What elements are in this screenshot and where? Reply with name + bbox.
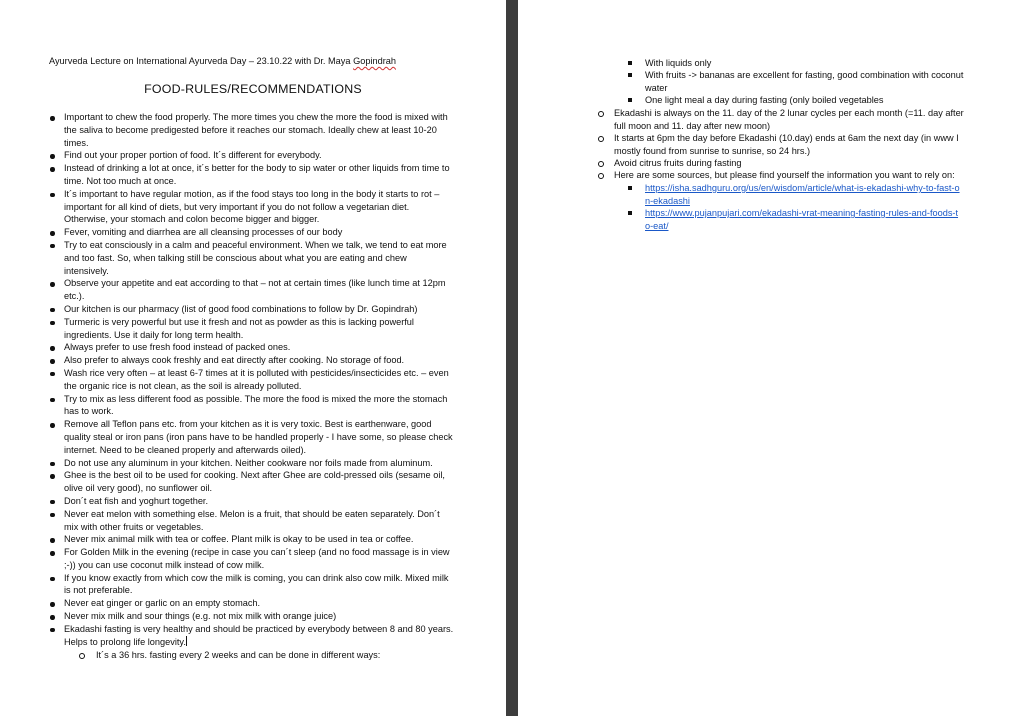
- item-text: Ekadashi fasting is very healthy and should be practiced by everybody between 8 and 80 years. Helps to prolong life longevity.: [64, 623, 454, 647]
- bullet-icon: [50, 116, 55, 121]
- item-text: Our kitchen is our pharmacy (list of good food combinations to follow by Dr. Gopindrah): [64, 303, 418, 314]
- bullet-icon: [50, 423, 55, 428]
- list-item: [49, 354, 454, 367]
- list-item: [49, 162, 454, 188]
- item-text: Instead of drinking a lot at once, it´s better for the body to sip water or other liquids from time to time. Not too much at once.: [64, 163, 450, 186]
- square-bullet-icon: [628, 211, 632, 215]
- list-item: [49, 610, 454, 623]
- list-item: [49, 393, 454, 419]
- bullet-icon: [50, 282, 55, 287]
- bullet-icon: [50, 154, 55, 159]
- list-item: [49, 508, 454, 534]
- list-item: [49, 341, 454, 354]
- page-title: FOOD-RULES/RECOMMENDATIONS: [144, 82, 362, 96]
- bullet-icon: [50, 551, 55, 556]
- bullet-icon: [50, 321, 55, 326]
- item-text: With fruits -> bananas are excellent for fasting, good combination with coconut water: [645, 70, 964, 93]
- list-item: [49, 533, 454, 546]
- item-text: Do not use any aluminum in your kitchen. Neither cookware nor foils made from aluminum.: [64, 457, 433, 468]
- bullet-icon: [50, 538, 55, 543]
- bullet-icon: [50, 602, 55, 607]
- item-text: Important to chew the food properly. The more times you chew the more the food is mixed with the saliva to become predigested before it reaches our stomach. Ideally chew at least 10-20 times.: [64, 112, 448, 148]
- hollow-bullet-icon: [598, 136, 604, 142]
- list-item: [49, 111, 454, 149]
- right-list: [518, 0, 1024, 716]
- bullet-icon: [50, 308, 55, 313]
- item-text: If you know exactly from which cow the milk is coming, you can drink also cow milk. Mixed milk is not preferable.: [64, 572, 449, 596]
- bullet-icon: [50, 244, 55, 249]
- item-text: For Golden Milk in the evening (recipe in case you can´t sleep (and no food massage is in view ;-)) you can use coconut milk instead of cow milk.: [64, 547, 450, 570]
- list-item: [49, 149, 454, 162]
- item-text: Observe your appetite and eat according to that – not at certain times (like lunch time at 12pm etc.).: [64, 278, 446, 302]
- bullet-icon: [50, 359, 55, 364]
- item-text: With liquids only: [645, 58, 712, 68]
- list-item: [49, 572, 454, 598]
- item-text: Also prefer to always cook freshly and eat directly after cooking. No storage of food.: [64, 355, 405, 366]
- list-item: [49, 546, 454, 572]
- hollow-bullet-icon: [598, 111, 604, 117]
- list-item: [49, 418, 454, 456]
- item-text: Never mix animal milk with tea or coffee. Plant milk is okay to be used in tea or coffee.: [64, 534, 414, 545]
- bullet-icon: [50, 372, 55, 377]
- item-text: Wash rice very often – at least 6-7 times at it is polluted with pesticides/insecticides etc. – even the organic rice is not clean, as the soil is already polluted.: [64, 367, 449, 391]
- bullet-icon: [50, 615, 55, 620]
- square-bullet-icon: [628, 98, 632, 102]
- bullet-icon: [50, 193, 55, 198]
- item-text: Avoid citrus fruits during fasting: [614, 158, 742, 168]
- bullet-icon: [50, 231, 55, 236]
- bullet-icon: [50, 500, 55, 505]
- left-page: [0, 0, 506, 716]
- bullet-icon: [50, 577, 55, 582]
- list-item: [49, 188, 454, 226]
- item-text: Never eat melon with something else. Melon is a fruit, that should be eaten separately. Don´t mix with other fruits or vegetables.: [64, 508, 440, 532]
- list-item: [49, 495, 454, 508]
- item-text: Always prefer to use fresh food instead of packed ones.: [64, 342, 291, 353]
- square-bullet-icon: [628, 73, 632, 77]
- list-item: [49, 303, 454, 316]
- recommendations-list: [49, 111, 454, 648]
- bullet-icon: [50, 462, 55, 467]
- list-item: [49, 597, 454, 610]
- list-item: [49, 367, 454, 393]
- page-divider: [506, 0, 518, 716]
- list-item: [49, 623, 454, 649]
- list-item: [49, 316, 454, 342]
- list-item: [49, 457, 454, 470]
- item-text: Find out your proper portion of food. It´s different for everybody.: [64, 150, 322, 161]
- item-text: Try to eat consciously in a calm and peaceful environment. When we talk, we tend to eat more and too fast. So, when talking still be conscious about what you are eating and chew intensively.: [64, 239, 447, 276]
- hollow-bullet-icon: [598, 161, 604, 167]
- square-bullet-icon: [628, 61, 632, 65]
- item-text: Never mix milk and sour things (e.g. not mix milk with orange juice): [64, 611, 337, 622]
- bullet-icon: [50, 474, 55, 479]
- source-link-pujanpujari[interactable]: https://www.pujanpujari.com/ekadashi-vrat-meaning-fasting-rules-and-foods-to-eat/: [645, 208, 959, 231]
- item-text: Try to mix as less different food as possible. The more the food is mixed the more the stomach has to work.: [64, 393, 448, 417]
- item-text: It starts at 6pm the day before Ekadashi (10.day) ends at 6am the next day (in www I mostly found from sunrise to sunrise, so 24 hrs.): [614, 133, 959, 156]
- item-text: Fever, vomiting and diarrhea are all cleansing processes of our body: [64, 227, 343, 238]
- header-text: Ayurveda Lecture on International Ayurveda Day – 23.10.22 with Dr. Maya: [49, 56, 354, 66]
- hollow-bullet-icon: [79, 653, 85, 659]
- right-page: [518, 0, 1024, 716]
- bullet-icon: [50, 628, 55, 633]
- bullet-icon: [50, 346, 55, 351]
- header-name: Gopindrah: [353, 56, 396, 66]
- source-link-isha[interactable]: https://isha.sadhguru.org/us/en/wisdom/article/what-is-ekadashi-why-to-fast-on-ekadashi: [645, 183, 960, 206]
- text-cursor: [186, 636, 187, 646]
- item-text: One light meal a day during fasting (only boiled vegetables: [645, 95, 884, 105]
- hollow-bullet-icon: [598, 173, 604, 179]
- square-bullet-icon: [628, 186, 632, 190]
- list-item: [49, 226, 454, 239]
- list-item: [49, 239, 454, 277]
- item-text: Ekadashi is always on the 11. day of the 2 lunar cycles per each month (=11. day after full moon and 11. day after new moon): [614, 108, 964, 131]
- item-text: Ghee is the best oil to be used for cooking. Next after Ghee are cold-pressed oils (sesame oil, olive oil very good), no sunflower oil.: [64, 470, 445, 494]
- item-text: Never eat ginger or garlic on an empty stomach.: [64, 598, 261, 609]
- item-text: Don´t eat fish and yoghurt together.: [64, 495, 209, 506]
- item-text: Remove all Teflon pans etc. from your kitchen as it is very toxic. Best is earthenware, good quality steal or iron pans (iron pans have to be handled properly - I have some, so please check internet. Need to be cleaned properly and afterwards oiled).: [64, 419, 453, 455]
- lecture-header: [49, 56, 396, 66]
- bullet-icon: [50, 167, 55, 172]
- bullet-icon: [50, 513, 55, 518]
- bullet-icon: [50, 398, 55, 403]
- sub-item-text: It´s a 36 hrs. fasting every 2 weeks and can be done in different ways:: [96, 650, 381, 660]
- item-text: Here are some sources, but please find yourself the information you want to rely on:: [614, 170, 955, 180]
- item-text: It´s important to have regular motion, as if the food stays too long in the body it starts to rot – important for all kind of diets, but very important if you do not follow a vegetarian diet. Otherwise, your stomach and colon become bigger and bigger.: [64, 188, 440, 225]
- list-item: [49, 277, 454, 303]
- list-item: [49, 469, 454, 495]
- item-text: Turmeric is very powerful but use it fresh and not as powder as this is lacking powerful ingredients. Use it daily for long term health.: [64, 316, 414, 340]
